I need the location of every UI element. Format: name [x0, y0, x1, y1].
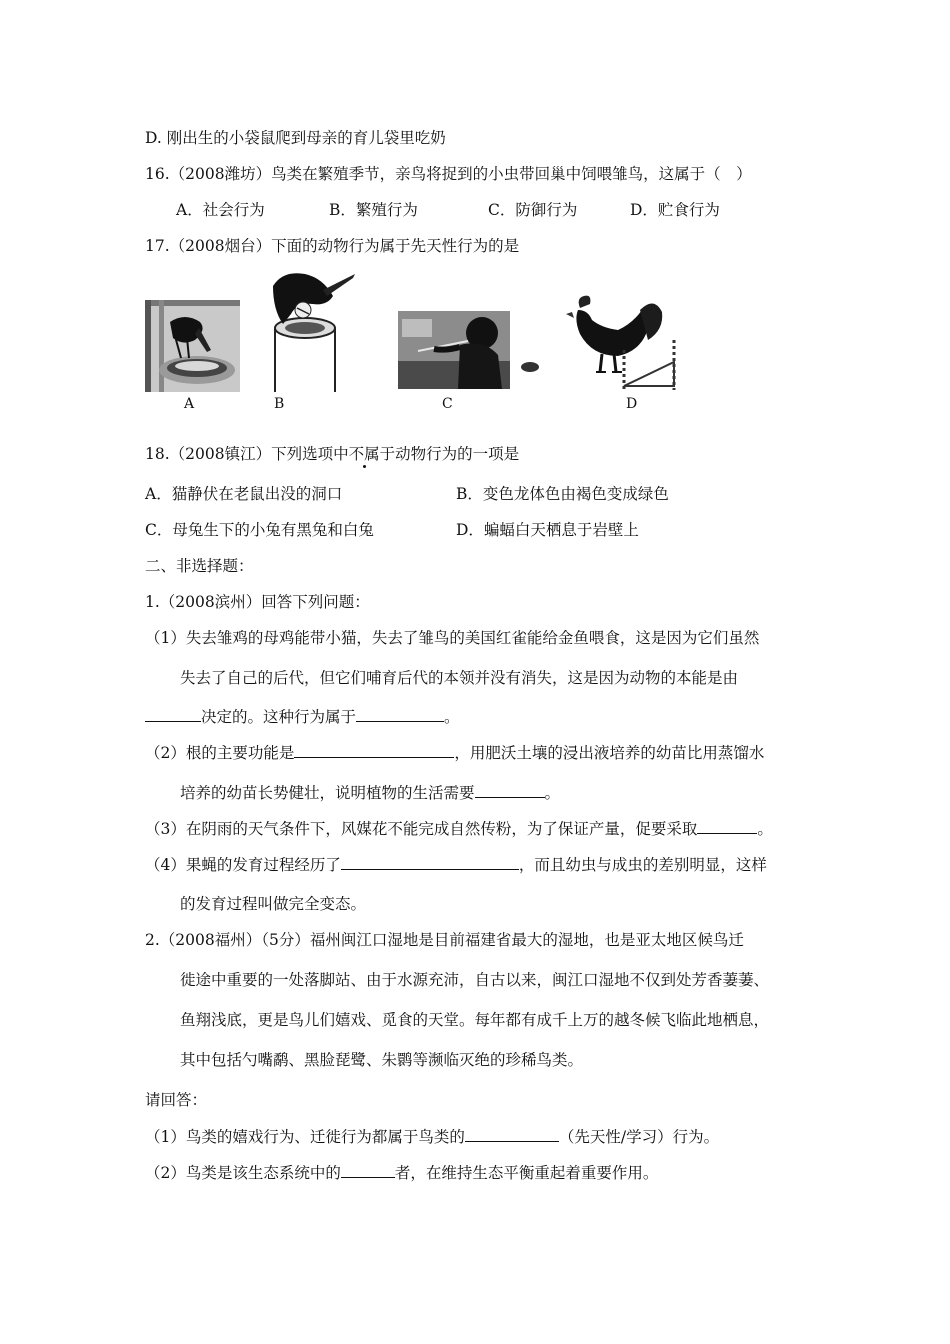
question-18: 18.（2008镇江）下列选项中不属于动物行为的一项是: [145, 445, 520, 463]
figure-a: [145, 300, 240, 392]
q18-option-a: A．猫静伏在老鼠出没的洞口: [145, 485, 343, 503]
chimpanzee-using-stick-icon: [398, 311, 546, 389]
p1-1-line-c: [145, 706, 460, 727]
figure-b-label: B: [274, 396, 285, 412]
answer-blank[interactable]: [341, 1162, 395, 1178]
p1-1-line-b: 失去了自己的后代，但它们哺育后代的本领并没有消失，这是因为动物的本能是由: [180, 669, 739, 687]
problem-1-title: 1.（2008滨州）回答下列问题：: [145, 593, 370, 611]
p1-2-text-a-b: ，用肥沃土壤的浸出液培养的幼苗比用蒸馏水: [454, 744, 765, 762]
p1-1-text-c-a: 决定的。这种行为属于: [201, 708, 357, 726]
q16-option-b: B．繁殖行为: [329, 201, 418, 219]
p1-2-text-b-b: 。: [544, 784, 561, 802]
p1-3-line: [145, 818, 773, 839]
answer-blank[interactable]: [356, 706, 444, 722]
p2-1-text-a: （1）鸟类的嬉戏行为、迁徙行为都属于鸟类的: [145, 1128, 465, 1146]
figure-a-label: A: [184, 396, 195, 412]
figure-d-label: D: [626, 396, 638, 412]
question-16: 16.（2008潍坊）鸟类在繁殖季节，亲鸟将捉到的小虫带回巢中饲喂雏鸟，这属于（ ）: [145, 165, 752, 183]
answer-blank[interactable]: [145, 706, 201, 722]
problem-2-line-a: 2.（2008福州）（5分）福州闽江口湿地是目前福建省最大的湿地，也是亚太地区候鸟迁: [145, 931, 744, 949]
section-2-heading: 二、非选择题：: [145, 557, 254, 575]
emphasis-dot: [363, 465, 366, 468]
p1-1-text-c-b: 。: [444, 708, 460, 726]
problem-2-line-c: 鱼翔浅底，更是鸟儿们嬉戏、觅食的天堂。每年都有成千上万的越冬候飞临此地栖息，: [180, 1011, 770, 1029]
q18-option-d: D．蝙蝠白天栖息于岩壁上: [456, 521, 639, 539]
answer-blank[interactable]: [294, 742, 454, 758]
p1-4-line-b: 的发育过程叫做完全变态。: [180, 895, 367, 913]
figure-c: [398, 311, 546, 389]
p1-3-text-b: 。: [757, 820, 773, 838]
p2-1-text-b: （先天性/学习）行为。: [558, 1128, 720, 1146]
p1-4-line-a: [145, 854, 767, 875]
bird-drinking-icon: [145, 300, 240, 392]
p1-3-text-a: （3）在阴雨的天气条件下，风媒花不能完成自然传粉，为了保证产量，促要采取: [145, 820, 698, 838]
p2-2-text-b: 者，在维持生态平衡重起着重要作用。: [394, 1164, 659, 1182]
p1-2-line-a: [145, 742, 764, 763]
p1-2-text-a-a: （2）根的主要功能是: [145, 744, 295, 762]
p1-1-line-a: （1）失去雏鸡的母鸡能带小猫，失去了雏鸟的美国红雀能给金鱼喂食，这是因为它们虽然: [145, 629, 760, 647]
p2-2-text-a: （2）鸟类是该生态系统中的: [145, 1164, 341, 1182]
ask-prompt: 请回答：: [145, 1091, 208, 1109]
figure-b: [263, 266, 358, 392]
answer-blank[interactable]: [475, 782, 545, 798]
q16-option-d: D．贮食行为: [630, 201, 720, 219]
question-17: 17.（2008烟台）下面的动物行为属于先天性行为的是: [145, 237, 520, 255]
p2-1-line: [145, 1126, 719, 1147]
q16-option-a: A．社会行为: [176, 201, 265, 219]
q15-option-d: D. 刚出生的小袋鼠爬到母亲的育儿袋里吃奶: [145, 129, 446, 147]
answer-blank[interactable]: [341, 854, 519, 870]
answer-blank[interactable]: [697, 818, 757, 834]
bird-opening-bottle-icon: [263, 266, 358, 392]
p1-2-line-b: [180, 782, 560, 803]
figure-d: [562, 290, 686, 394]
p1-2-text-b-a: 培养的幼苗长势健壮，说明植物的生活需要: [180, 784, 475, 802]
p2-2-line: [145, 1162, 658, 1183]
figure-c-label: C: [442, 396, 453, 412]
problem-2-line-d: 其中包括勺嘴鹬、黑脸琵鹭、朱鹮等濒临灭绝的珍稀鸟类。: [180, 1051, 584, 1069]
problem-2-line-b: 徙途中重要的一处落脚站、由于水源充沛，自古以来，闽江口湿地不仅到处芳香萋萋、: [180, 971, 770, 989]
q18-option-c: C．母兔生下的小兔有黑兔和白兔: [145, 521, 374, 539]
q16-option-c: C．防御行为: [488, 201, 578, 219]
answer-blank[interactable]: [465, 1126, 559, 1142]
q18-option-b: B．变色龙体色由褐色变成绿色: [456, 485, 669, 503]
p1-4-text-a-b: ，而且幼虫与成虫的差别明显，这样: [518, 856, 767, 874]
rooster-maze-icon: [562, 290, 686, 394]
p1-4-text-a-a: （4）果蝇的发育过程经历了: [145, 856, 341, 874]
